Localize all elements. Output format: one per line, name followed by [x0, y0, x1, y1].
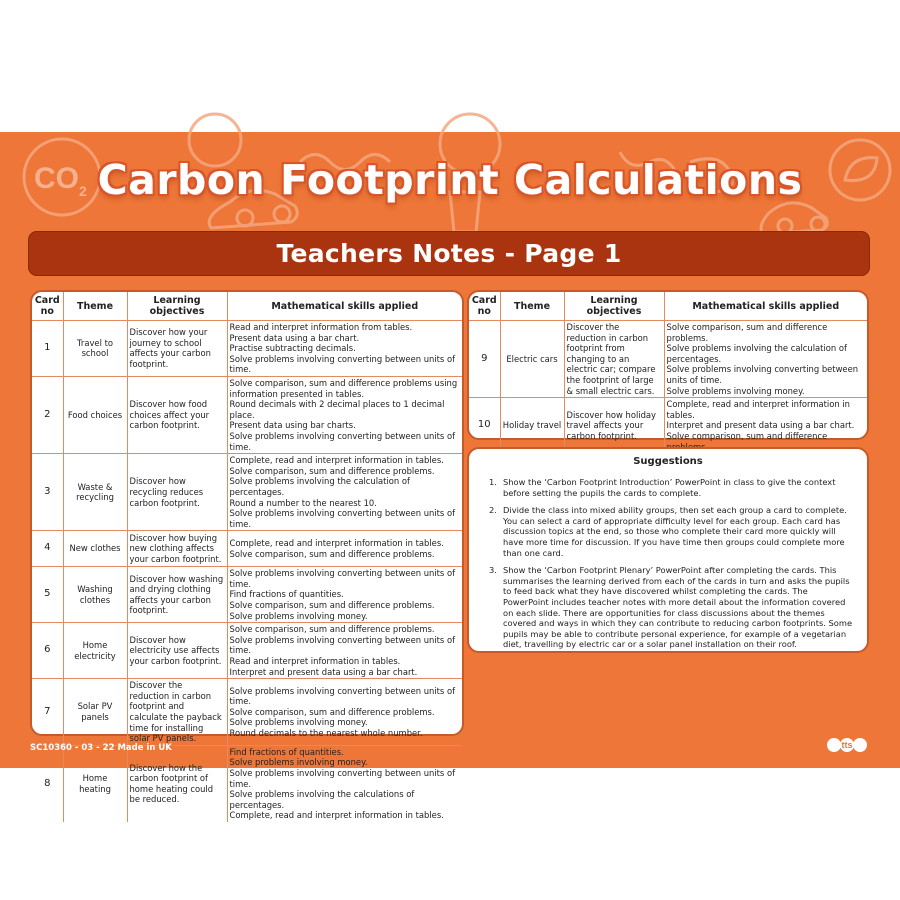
skill-line: Solve comparison, sum and difference problems using information presented in tables. — [229, 377, 458, 399]
product-code: SC10360 - 03 - 22 Made in UK — [30, 743, 172, 753]
car-wheel-icon — [237, 210, 253, 226]
objective-cell: Discover how buying new clothing affects your carbon footprint. — [127, 531, 227, 567]
skill-line: Complete, read and interpret information in tables. — [229, 810, 444, 821]
table-row — [469, 321, 867, 398]
skill-line: Solve problems involving the calculation of percentages. — [229, 476, 410, 497]
skill-line: Solve comparison, sum and difference problems. — [229, 548, 435, 559]
skills-cell — [227, 623, 462, 679]
skills-cell — [227, 376, 462, 453]
theme-cell: Food choices — [63, 376, 127, 453]
header-objectives: Learning objectives — [127, 292, 227, 321]
skill-line: Round decimals with 2 decimal places to 1 decimal place. — [229, 399, 445, 420]
skills-cell — [227, 679, 462, 746]
car-wheel-icon — [274, 206, 290, 222]
table-row — [32, 376, 462, 453]
skill-line: Solve problems involving converting between units of time. — [229, 508, 456, 529]
table-header-row — [469, 292, 867, 321]
suggestion-item — [489, 477, 853, 498]
skill-line: Solve comparison, sum and difference problems. — [229, 624, 435, 635]
theme-cell: Electric cars — [500, 321, 564, 398]
skill-line: Read and interpret information from tables. — [229, 322, 413, 332]
card-number: 2 — [32, 376, 63, 453]
theme-cell: Home heating — [63, 745, 127, 822]
suggestions-title: Suggestions — [633, 456, 703, 467]
table-row — [32, 623, 462, 679]
card-number: 8 — [32, 745, 63, 822]
table-row — [32, 679, 462, 746]
tts-logo-text: tts — [841, 740, 853, 750]
skill-line: Solve problems involving the calculation of percentages. — [666, 343, 847, 364]
skill-line: Complete, read and interpret information in tables. — [229, 455, 444, 466]
subtitle-banner — [28, 231, 870, 276]
skill-line: Solve problems involving converting between units of time. — [666, 364, 859, 385]
header-card-no: Card no — [32, 292, 63, 321]
suggestion-number: 1. — [489, 477, 497, 487]
skill-line: Solve problems involving converting between units of time. — [229, 685, 456, 707]
skills-cell — [664, 321, 867, 398]
suggestion-text: Divide the class into mixed ability groups, then set each group a card to complete. You can select a card of appropriate difficulty level for each group. Each card has discussion topics at the end, so those who complete their card more quickly will have more time for discussion. If you have time then groups could complete more than one card. — [503, 505, 847, 558]
objective-cell: Discover the reduction in carbon footprint and calculate the payback time for installing solar PV panels. — [127, 679, 227, 746]
tts-logo — [827, 735, 867, 755]
skills-cell — [664, 398, 867, 453]
skill-line: Solve problems involving the calculations of percentages. — [229, 789, 415, 810]
skill-line: Complete, read and interpret information in tables. — [229, 538, 444, 549]
objective-cell: Discover the reduction in carbon footprint from changing to an electric car; compare the footprint of large & small electric cars. — [564, 321, 664, 398]
right-skills-table — [469, 292, 867, 453]
card-number: 4 — [32, 531, 63, 567]
skill-line: Present data using a bar chart. — [229, 332, 360, 343]
theme-cell: Solar PV panels — [63, 679, 127, 746]
objective-cell: Discover how electricity use affects your carbon footprint. — [127, 623, 227, 679]
skill-line: Present data using bar charts. — [229, 420, 356, 431]
page-title: Carbon Footprint Calculations — [97, 156, 803, 204]
skill-line: Solve problems involving money. — [229, 757, 368, 768]
co2-icon-text: $CO_2$ — [34, 162, 87, 199]
theme-cell: Travel to school — [63, 321, 127, 377]
theme-cell: Home electricity — [63, 623, 127, 679]
header-theme: Theme — [500, 292, 564, 321]
skill-line: Solve comparison, sum and difference problems. — [229, 600, 435, 611]
skills-cell — [227, 454, 462, 531]
skill-line: Interpret and present data using a bar chart. — [666, 420, 855, 431]
card-number: 3 — [32, 454, 63, 531]
suggestions-card — [467, 447, 869, 653]
objective-cell: Discover how the carbon footprint of home heating could be reduced. — [127, 745, 227, 822]
card-number: 7 — [32, 679, 63, 746]
header-theme: Theme — [63, 292, 127, 321]
skill-line: Solve problems involving money. — [666, 385, 805, 396]
suggestion-text: Show the ‘Carbon Footprint Introduction’ PowerPoint in class to give the context before setting the pupils the cards to complete. — [503, 477, 836, 498]
right-table-card — [467, 290, 869, 440]
suggestion-text: Show the ‘Carbon Footprint Plenary’ PowerPoint after completing the cards. This summarises the learning derived from each of the cards in turn and asks the pupils to feed back what they have discovered whilst completing the cards. The PowerPoint includes teacher notes with more detail about the information covered on each slide. There are opportunities for class discussions about the themes covered and ways in which they can contribute to reducing carbon footprints. Some pupils may be able to contribute personal experience, for example of a vegetarian diet, travelling by electric car or a solar panel installation on their roof. — [503, 565, 853, 650]
table-row — [32, 321, 462, 377]
objective-cell: Discover how recycling reduces carbon footprint. — [127, 454, 227, 531]
header-card-no: Card no — [469, 292, 500, 321]
skill-line: Solve comparison, sum and difference — [666, 430, 828, 441]
skill-line: Read and interpret information in tables. — [229, 656, 401, 667]
skill-line: Practise subtracting decimals. — [229, 343, 356, 354]
theme-cell: Waste & recycling — [63, 454, 127, 531]
right-table-body — [469, 321, 867, 454]
table-row — [32, 567, 462, 623]
card-number: 9 — [469, 321, 500, 398]
skill-line: Solve problems involving money. — [229, 610, 368, 621]
skills-cell — [227, 745, 462, 822]
skill-line: Solve problems involving converting between units of time. — [229, 353, 456, 375]
objective-cell: Discover how your journey to school affects your carbon footprint. — [127, 321, 227, 377]
objective-cell: Discover how holiday travel affects your carbon footprint. — [564, 398, 664, 453]
suggestion-number: 3. — [489, 565, 497, 576]
skill-line: Solve comparison, sum and difference problems. — [666, 322, 828, 343]
card-number: 6 — [32, 623, 63, 679]
header-objectives: Learning objectives — [564, 292, 664, 321]
table-row — [32, 454, 462, 531]
skill-line: Round a number to the nearest 10. — [229, 497, 377, 508]
suggestion-item — [489, 565, 853, 650]
skill-line: Find fractions of quantities. — [229, 746, 344, 757]
theme-cell: New clothes — [63, 531, 127, 567]
skill-line: Solve problems involving converting between units of time. — [229, 430, 456, 452]
suggestion-number: 2. — [489, 505, 497, 516]
header-skills: Mathematical skills applied — [227, 292, 462, 321]
skills-cell — [227, 531, 462, 567]
theme-cell: Holiday travel — [500, 398, 564, 453]
table-row — [32, 531, 462, 567]
theme-cell: Washing clothes — [63, 567, 127, 623]
card-number: 1 — [32, 321, 63, 377]
skill-line: Solve problems involving converting between units of time. — [229, 568, 456, 589]
skills-cell — [227, 321, 462, 377]
card-number: 10 — [469, 398, 500, 453]
skill-line: Solve problems involving converting between units of time. — [229, 634, 456, 656]
skill-line: Solve comparison, sum and difference problems. — [229, 465, 435, 476]
suggestions-list — [469, 477, 867, 650]
table-row — [469, 398, 867, 453]
poster — [0, 132, 900, 821]
skill-line: Solve problems involving money. — [229, 717, 368, 728]
page-subtitle: Teachers Notes - Page 1 — [276, 239, 622, 268]
skill-line: Find fractions of quantities. — [229, 589, 344, 600]
suggestion-item — [489, 505, 853, 558]
skill-line: Interpret and present data using a bar chart. — [229, 666, 418, 677]
card-number: 5 — [32, 567, 63, 623]
skill-line: Round decimals to the nearest whole number. — [229, 727, 423, 738]
objective-cell: Discover how food choices affect your carbon footprint. — [127, 376, 227, 453]
co2-subscript: 2 — [79, 183, 87, 199]
table-header-row — [32, 292, 462, 321]
skill-line: Solve problems involving converting between units of time. — [229, 767, 456, 789]
skills-cell — [227, 567, 462, 623]
table-row — [32, 745, 462, 822]
header-skills: Mathematical skills applied — [664, 292, 867, 321]
skill-line: Complete, read and interpret information in tables. — [666, 399, 850, 420]
objective-cell: Discover how washing and drying clothing affects your carbon footprint. — [127, 567, 227, 623]
skill-line: Solve comparison, sum and difference problems. — [229, 706, 435, 717]
